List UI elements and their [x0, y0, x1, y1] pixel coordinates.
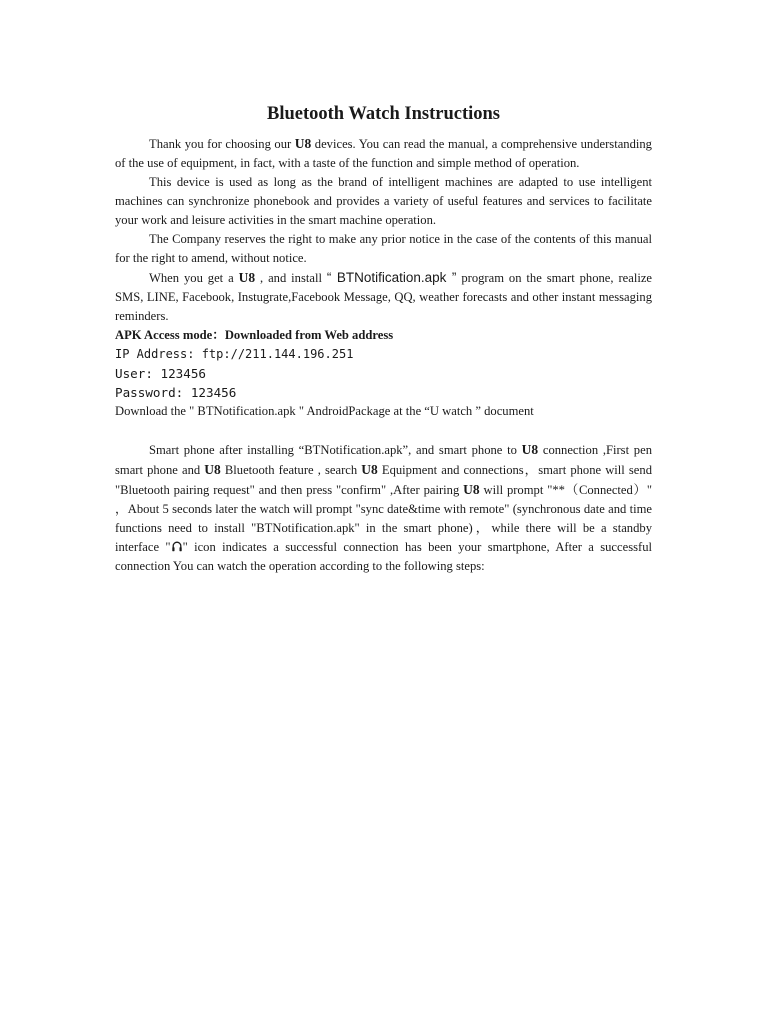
model-name: U8 [238, 270, 256, 285]
notice-paragraph: The Company reserves the right to make any prior notice in the case of the contents of this manual for the right to amend, without notice. [115, 232, 652, 265]
install-paragraph: When you get a U8 , and install “ BTNotification.apk ” program on the smart phone, realize SMS, LINE, Facebook, Instugrate,Facebook Message, QQ, weather forecasts and other instant messaging reminders. [115, 270, 653, 323]
user-line: User: 123456 [115, 366, 206, 381]
password-line: Password: 123456 [115, 385, 237, 400]
document-page [115, 100, 652, 576]
intro-paragraph: Thank you for choosing our U8 devices. You can read the manual, a comprehensive understanding of the use of equipment, in fact, with a taste of the function and simple method of operation. [115, 136, 652, 170]
ip-address-line: IP Address: ftp://211.144.196.251 [115, 347, 354, 361]
headset-icon [172, 541, 182, 552]
document-title: Bluetooth Watch Instructions [267, 104, 500, 124]
model-name: U8 [361, 462, 378, 477]
connection-paragraph: Smart phone after installing “BTNotification.apk”, and smart phone to U8 connection ,First pen smart phone and U8 Bluetooth feature , search U8 Equipment and connections，smart phone will send "Bluetooth pairing request" and then press "confirm" ,After pairing U8 will prompt "**（Connected）" ，About 5 seconds later the watch will prompt "sync date&time with remote" (synchronous date and time functions need to install "BTNotification.apk" in the smart phone)，while there will be a standby interface " " icon indicates a successful connection has been your smartphone, After a successful connection You can watch the operation according to the following steps: [115, 442, 652, 573]
blank-line [115, 421, 652, 440]
model-name: U8 [463, 482, 480, 497]
model-name: U8 [294, 136, 312, 151]
model-name: U8 [521, 442, 539, 457]
download-line: Download the " BTNotification.apk " AndroidPackage at the “U watch ” document [115, 404, 534, 418]
apk-name: “ BTNotification.apk ” [326, 270, 457, 285]
device-paragraph: This device is used as long as the brand of intelligent machines are adapted to use intelligent machines can synchronize phonebook and provides a variety of useful features and services to facilitate your work and leisure activities in the smart machine operation. [115, 175, 652, 227]
access-mode-heading: APK Access mode：Downloaded from Web address [115, 328, 394, 342]
model-name: U8 [204, 462, 221, 477]
